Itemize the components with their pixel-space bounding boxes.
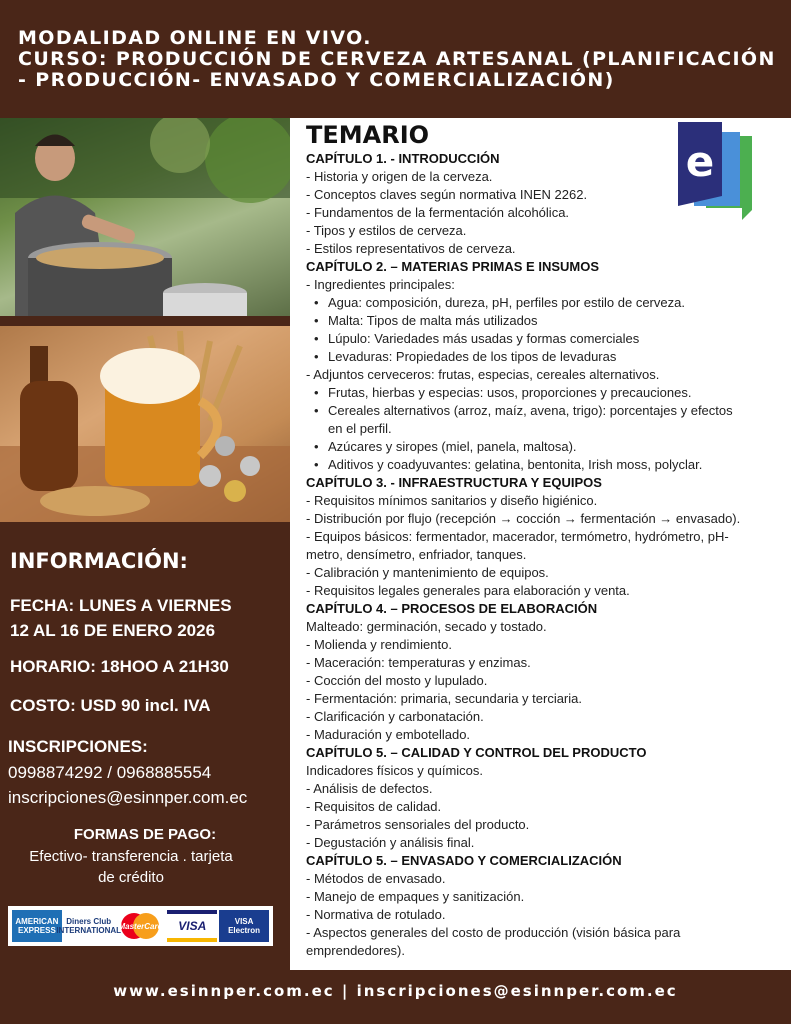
registration-email[interactable]: inscripciones@esinnper.com.ec xyxy=(8,788,248,807)
temario-item: - Conceptos claves según normativa INEN 2262. xyxy=(306,187,588,202)
payment-cards-strip xyxy=(8,906,273,946)
phone-numbers: 0998874292 / 0968885554 xyxy=(8,763,212,782)
temario-item: • Cereales alternativos (arroz, maíz, avena, trigo): porcentajes y efectos xyxy=(306,402,788,420)
temario-item: - Requisitos de calidad. xyxy=(306,799,442,814)
schedule-line: HORARIO: 18HOO A 21H30 xyxy=(10,657,229,676)
payment-methods-title: FORMAS DE PAGO: xyxy=(73,826,217,843)
temario-item: - Análisis de defectos. xyxy=(306,781,433,796)
header-course-subtitle: - PRODUCCIÓN- ENVASADO Y COMERCIALIZACIÓN) xyxy=(18,69,615,91)
temario-item: Indicadores físicos y químicos. xyxy=(306,763,484,778)
visa-icon: VISA xyxy=(167,910,217,942)
temario-item: • Levaduras: Propiedades de los tipos de levaduras xyxy=(306,348,788,366)
temario-item: - Manejo de empaques y sanitización. xyxy=(306,889,525,904)
temario-item: - Requisitos mínimos sanitarios y diseño higiénico. xyxy=(306,493,598,508)
temario-item: - Fermentación: primaria, secundaria y terciaria. xyxy=(306,691,582,706)
temario-item: - Equipos básicos: fermentador, macerador, termómetro, hydrómetro, pH- xyxy=(306,529,729,544)
visa-electron-icon: VISA Electron xyxy=(219,910,269,942)
temario-item: - Tipos y estilos de cerveza. xyxy=(306,223,467,238)
chapter-heading: CAPÍTULO 5. – CALIDAD Y CONTROL DEL PRODUCTO xyxy=(306,745,647,760)
temario-item: - Aspectos generales del costo de producción (visión básica para xyxy=(306,925,681,940)
temario-item: - Requisitos legales generales para elaboración y venta. xyxy=(306,583,630,598)
temario-item: - Parámetros sensoriales del producto. xyxy=(306,817,530,832)
temario-item: • Azúcares y siropes (miel, panela, maltosa). xyxy=(306,438,788,456)
temario-item: • Aditivos y coadyuvantes: gelatina, bentonita, Irish moss, polyclar. xyxy=(306,456,788,474)
temario-list xyxy=(306,150,788,960)
temario-item: emprendedores). xyxy=(306,943,405,958)
temario-item: - Maceración: temperaturas y enzimas. xyxy=(306,655,531,670)
registration-title: INSCRIPCIONES: xyxy=(8,737,148,756)
temario-item: - Estilos representativos de cerveza. xyxy=(306,241,516,256)
chapter-heading: CAPÍTULO 5. – ENVASADO Y COMERCIALIZACIÓN xyxy=(306,853,622,868)
footer-contact: www.esinnper.com.ec | inscripciones@esinnper.com.ec xyxy=(113,982,678,1000)
amex-icon: AMERICAN EXPRESS xyxy=(12,910,62,942)
date-line-2: 12 AL 16 DE ENERO 2026 xyxy=(10,621,216,640)
chapter-heading: CAPÍTULO 4. – PROCESOS DE ELABORACIÓN xyxy=(306,601,598,616)
temario-item: metro, densímetro, enfriador, tanques. xyxy=(306,547,527,562)
temario-item: - Maduración y embotellado. xyxy=(306,727,471,742)
chapter-heading: CAPÍTULO 2. – MATERIAS PRIMAS E INSUMOS xyxy=(306,259,600,274)
temario-item: - Adjuntos cerveceros: frutas, especias, cereales alternativos. xyxy=(306,367,660,382)
chapter-heading: CAPÍTULO 3. - INFRAESTRUCTURA Y EQUIPOS xyxy=(306,475,602,490)
temario-panel xyxy=(290,118,791,970)
cost-line: COSTO: USD 90 incl. IVA xyxy=(10,696,211,715)
temario-item: - Degustación y análisis final. xyxy=(306,835,475,850)
mastercard-icon: MasterCard xyxy=(115,910,165,942)
header-banner xyxy=(0,0,791,112)
temario-item: • Malta: Tipos de malta más utilizados xyxy=(306,312,788,330)
svg-text:e: e xyxy=(685,137,715,186)
temario-item: - Calibración y mantenimiento de equipos. xyxy=(306,565,549,580)
info-title: INFORMACIÓN: xyxy=(10,549,188,573)
temario-item: - Distribución por flujo (recepción → cocción → fermentación → envasado). xyxy=(306,511,741,526)
header-course-title: CURSO: PRODUCCIÓN DE CERVEZA ARTESANAL (PLANIFICACIÓN xyxy=(18,48,776,70)
temario-item: - Clarificación y carbonatación. xyxy=(306,709,484,724)
beer-bottle-and-glass-photo xyxy=(0,326,290,522)
payment-methods-line-1: Efectivo- transferencia . tarjeta xyxy=(29,848,233,865)
temario-item: - Normativa de rotulado. xyxy=(306,907,446,922)
temario-item: - Ingredientes principales: xyxy=(306,277,455,292)
header-modalidad: MODALIDAD ONLINE EN VIVO. xyxy=(18,27,372,49)
temario-item: en el perfil. xyxy=(328,421,392,436)
diners-club-icon: Diners Club INTERNATIONAL xyxy=(64,910,114,942)
temario-item: • Lúpulo: Variedades más usadas y formas comerciales xyxy=(306,330,788,348)
temario-item: - Molienda y rendimiento. xyxy=(306,637,452,652)
temario-item: - Historia y origen de la cerveza. xyxy=(306,169,493,184)
chapter-heading: CAPÍTULO 1. - INTRODUCCIÓN xyxy=(306,151,500,166)
temario-item: • Frutas, hierbas y especias: usos, proporciones y precauciones. xyxy=(306,384,788,402)
temario-item: - Cocción del mosto y lupulado. xyxy=(306,673,488,688)
date-line-1: FECHA: LUNES A VIERNES xyxy=(10,596,232,615)
payment-methods-line-2: de crédito xyxy=(98,869,164,886)
man-brewing-beer-photo xyxy=(0,118,290,316)
temario-item: Malteado: germinación, secado y tostado. xyxy=(306,619,547,634)
temario-title: TEMARIO xyxy=(306,121,430,149)
temario-item: - Fundamentos de la fermentación alcohólica. xyxy=(306,205,570,220)
temario-item: - Métodos de envasado. xyxy=(306,871,446,886)
temario-item: • Agua: composición, dureza, pH, perfiles por estilo de cerveza. xyxy=(306,294,788,312)
